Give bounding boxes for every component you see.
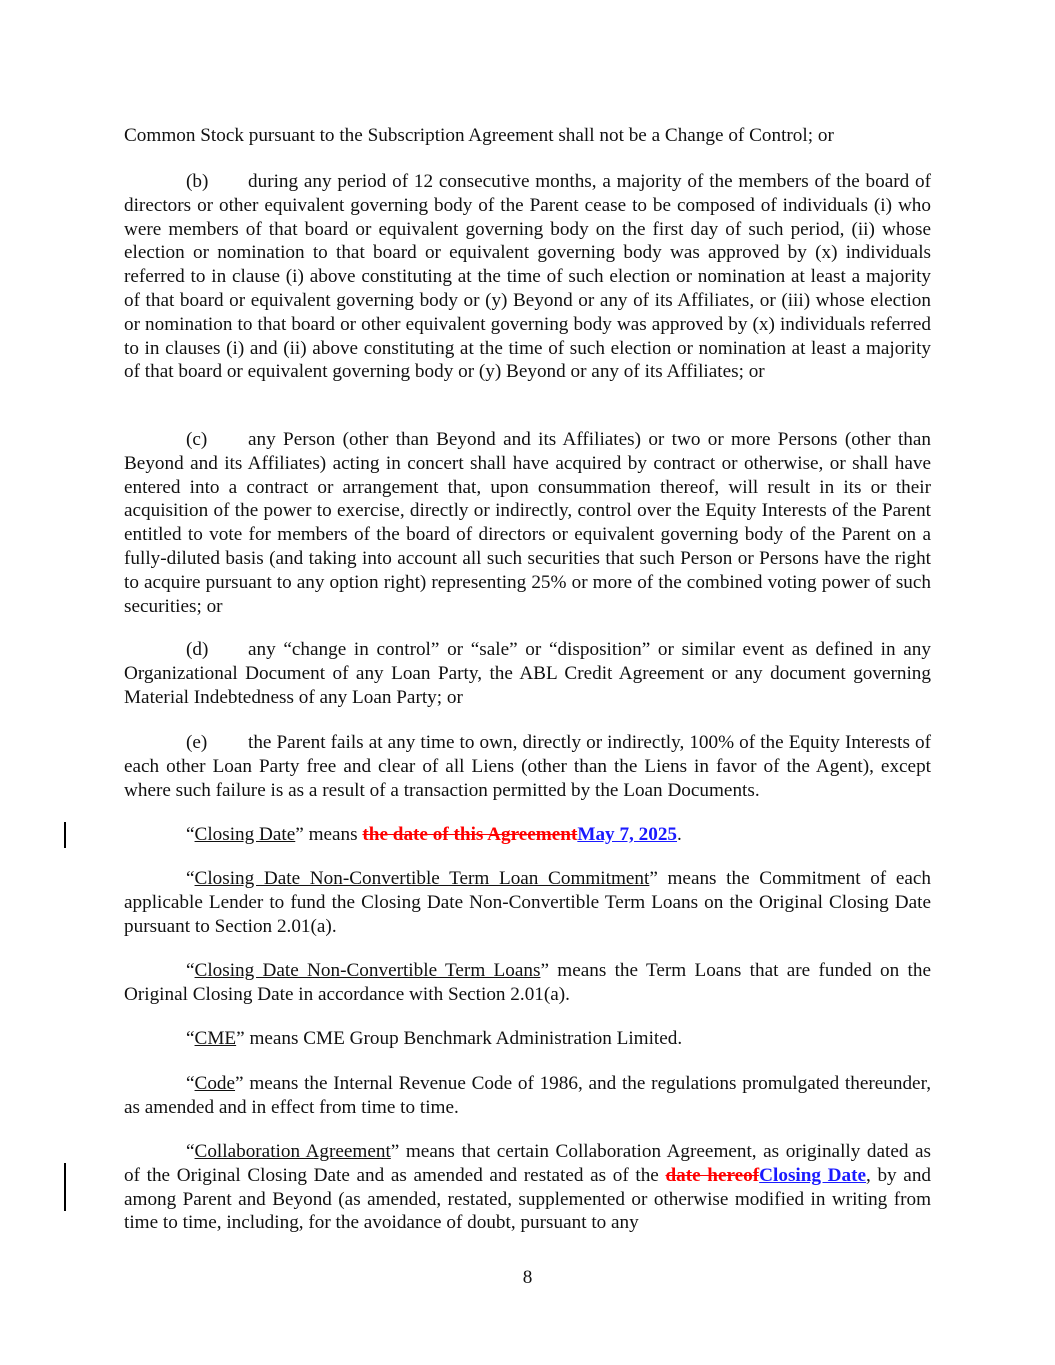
- clause-b: [124, 170, 931, 384]
- definition-text: ” means: [295, 824, 363, 845]
- definition-text: ” means CME Group Benchmark Administration Limited.: [236, 1028, 683, 1049]
- clause-text: during any period of 12 consecutive months, a majority of the members of the board of directors or other equivalent governing body of the Parent cease to be composed of individuals (i) who were members of that board or equivalent governing body on the first day of such period, (ii) whose election or nomination to that board or equivalent governing body was approved by (x) individuals referred to in clause (i) above constituting at the time of such election or nomination at least a majority of that board or equivalent governing body or (y) Beyond or any of its Affiliates, or (iii) whose election or nomination to that board or other equivalent governing body was approved by (x) individuals referred to in clauses (i) and (ii) above constituting at the time of such election or nomination at least a majority of that board or equivalent governing body or (y) Beyond or any of its Affiliates; or: [124, 171, 931, 383]
- quote-mark: “: [186, 1073, 195, 1094]
- quote-mark: “: [186, 960, 195, 981]
- clause-e: [124, 731, 931, 802]
- definition-text: ” means the Term Loans that are funded on the Original Closing Date in accordance with Section 2.01(a).: [124, 960, 931, 1005]
- clause-text: any “change in control” or “sale” or “disposition” or similar event as defined in any Organizational Document of any Loan Party, the ABL Credit Agreement or any document governing Material Indebtedness of any Loan Party; or: [124, 639, 931, 708]
- definition-text: ” means the Commitment of each applicable Lender to fund the Closing Date Non-Convertible Term Loans on the Original Closing Date pursuant to Section 2.01(a).: [124, 868, 931, 937]
- deleted-text: the date of this Agreement: [362, 824, 578, 845]
- inserted-text: Closing Date: [759, 1164, 867, 1186]
- defined-term: Closing Date: [194, 824, 296, 845]
- defined-term: Closing Date Non-Convertible Term Loan Commitment: [194, 868, 650, 889]
- paragraph-a-continuation: Common Stock pursuant to the Subscription Agreement shall not be a Change of Control; or: [124, 125, 834, 146]
- quote-mark: “: [186, 824, 195, 845]
- quote-mark: “: [186, 868, 195, 889]
- deleted-text: date hereof: [665, 1164, 760, 1186]
- clause-label: (e): [186, 732, 208, 753]
- definition-text: .: [677, 824, 682, 845]
- quote-mark: “: [186, 1028, 195, 1049]
- inserted-text: May 7, 2025: [577, 824, 678, 845]
- definition-closing-date: [124, 823, 931, 847]
- clause-d: [124, 638, 931, 709]
- defined-term: Closing Date Non-Convertible Term Loans: [194, 960, 541, 981]
- change-bar: [64, 1163, 66, 1211]
- clause-label: (d): [186, 639, 209, 660]
- definition-collaboration-agreement: [124, 1140, 931, 1235]
- defined-term: Collaboration Agreement: [194, 1141, 391, 1162]
- definition-commitment: [124, 867, 931, 938]
- definition-code: [124, 1072, 931, 1120]
- definition-cme: [124, 1027, 931, 1051]
- clause-label: (c): [186, 429, 208, 450]
- defined-term: Code: [194, 1073, 236, 1094]
- definition-term-loans: [124, 959, 931, 1007]
- change-bar: [64, 822, 66, 848]
- quote-mark: “: [186, 1141, 195, 1162]
- definition-text: ” means that certain Collaboration Agreement, as originally dated as of the Original Closing Date and as amended and restated as of the: [124, 1141, 931, 1186]
- definition-text: , by and among Parent and Beyond (as amended, restated, supplemented or otherwise modified in writing from time to time, including, for the avoidance of doubt, pursuant to any: [124, 1164, 932, 1234]
- page-number: 8: [522, 1267, 533, 1288]
- clause-c: [124, 428, 931, 618]
- defined-term: CME: [194, 1028, 237, 1049]
- definition-text: ” means the Internal Revenue Code of 1986, and the regulations promulgated thereunder, as amended and in effect from time to time.: [124, 1073, 931, 1118]
- clause-text: the Parent fails at any time to own, directly or indirectly, 100% of the Equity Interests of each other Loan Party free and clear of all Liens (other than the Liens in favor of the Agent), except where such failure is as a result of a transaction permitted by the Loan Documents.: [124, 732, 931, 801]
- clause-label: (b): [186, 171, 209, 192]
- clause-text: any Person (other than Beyond and its Affiliates) or two or more Persons (other than Beyond and its Affiliates) acting in concert shall have acquired by contract or otherwise, or shall have entered into a contract or arrangement that, upon consummation thereof, will result in its or their acquisition of the power to exercise, directly or indirectly, control over the Equity Interests of the Parent entitled to vote for members of the board of directors or equivalent governing body of the Parent on a fully-diluted basis (and taking into account all such securities that such Person or Persons have the right to acquire pursuant to any option right) representing 25% or more of the combined voting power of such securities; or: [124, 429, 931, 617]
